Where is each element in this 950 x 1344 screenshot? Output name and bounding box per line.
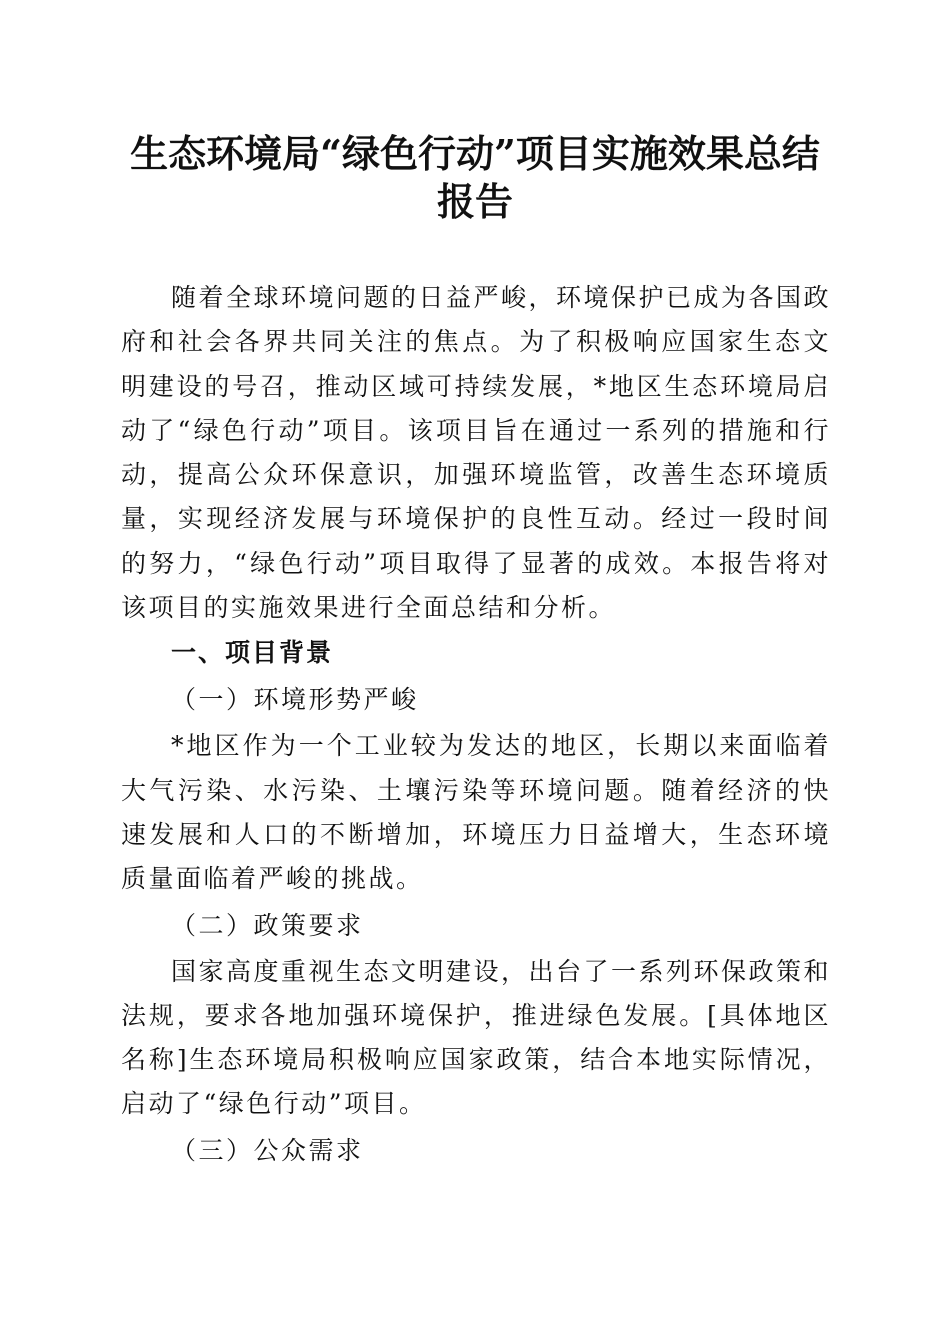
subsection-paragraph-policy: 国家高度重视生态文明建设，出台了一系列环保政策和法规，要求各地加强环境保护，推进绿色发展。[具体地区名称]生态环境局积极响应国家政策，结合本地实际情况，启动了“绿色行动”项目。 <box>121 956 832 1119</box>
subsection-paragraph-environment: *地区作为一个工业较为发达的地区，长期以来面临着大气污染、水污染、土壤污染等环境问题。随着经济的快速发展和人口的不断增加，环境压力日益增大，生态环境质量面临着严峻的挑战。 <box>121 731 831 894</box>
document-body <box>121 276 831 1175</box>
section-heading-background: 一、项目背景 <box>171 638 334 668</box>
intro-paragraph: 随着全球环境问题的日益严峻，环境保护已成为各国政府和社会各界共同关注的焦点。为了积极响应国家生态文明建设的号召，推动区域可持续发展，*地区生态环境局启动了“绿色行动”项目。该项目旨在通过一系列的措施和行动，提高公众环保意识，加强环境监管，改善生态环境质量，实现经济发展与环境保护的良性互动。经过一段时间的努力，“绿色行动”项目取得了显著的成效。本报告将对该项目的实施效果进行全面总结和分析。 <box>121 283 832 623</box>
subsection-heading-public-demand: （三）公众需求 <box>171 1135 364 1165</box>
subsection-heading-environment: （一）环境形势严峻 <box>171 685 419 715</box>
subsection-heading-policy: （二）政策要求 <box>171 910 364 940</box>
document-title: 生态环境局“绿色行动”项目实施效果总结报告 <box>130 131 820 224</box>
